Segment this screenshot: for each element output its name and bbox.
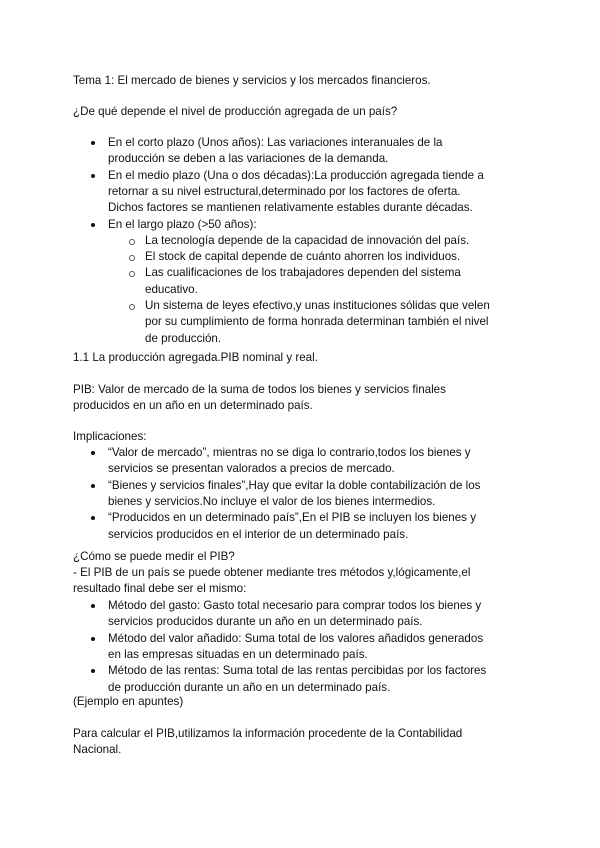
plazo-item-text: En el largo plazo (>50 años): [108, 217, 257, 231]
largo-plazo-item-text: El stock de capital depende de cuánto ahorren los individuos. [145, 250, 461, 264]
implicacion-item-text: “Bienes y servicios finales”,Hay que evitar la doble contabilización de los [108, 478, 481, 492]
largo-plazo-item-text: por su cumplimiento de forma honrada determinan también el nivel [145, 315, 489, 329]
conclusion-text: Para calcular el PIB,utilizamos la información procedente de la Contabilidad [73, 727, 463, 740]
implicacion-item-bullet-icon [91, 516, 95, 520]
implicacion-item-text: servicios producidos en el interior de un determinado país. [108, 527, 409, 541]
implicacion-item-text: “Valor de mercado”, mientras no se diga lo contrario,todos los bienes y [108, 446, 471, 459]
pib-definition: producidos en un año en un determinado país. [73, 399, 313, 412]
plazo-item-bullet-icon [91, 174, 95, 178]
implicaciones-label: Implicaciones: [73, 430, 147, 443]
medir-intro: resultado final debe ser el mismo: [73, 582, 247, 595]
implicacion-item-bullet-icon [91, 484, 95, 488]
largo-plazo-item-bullet-icon [129, 271, 135, 277]
largo-plazo-item-text: Las cualificaciones de los trabajadores dependen del sistema [145, 266, 461, 280]
largo-plazo-item-bullet-icon [129, 239, 135, 245]
metodo-item-text: Método de las rentas: Suma total de las rentas percibidas por los factores [108, 664, 487, 678]
implicacion-item-text: servicios se presentan valorados a precios de mercado. [108, 462, 395, 476]
plazo-item-bullet-icon [91, 223, 95, 227]
plazo-item-text: producción se deben a las variaciones de la demanda. [108, 152, 389, 166]
largo-plazo-item-text: de producción. [145, 331, 222, 345]
ejemplo-note: (Ejemplo en apuntes) [73, 695, 184, 708]
largo-plazo-item-text: La tecnología depende de la capacidad de innovación del país. [145, 233, 470, 247]
medir-intro: - El PIB de un país se puede obtener mediante tres métodos y,lógicamente,el [73, 566, 471, 579]
plazo-item-text: En el corto plazo (Unos años): Las variaciones interanuales de la [108, 136, 443, 149]
metodo-item-bullet-icon [91, 669, 95, 673]
metodo-item-text: servicios producidos durante un año en un determinado país. [108, 615, 423, 629]
metodo-item-bullet-icon [91, 604, 95, 608]
implicacion-item-bullet-icon [91, 451, 95, 455]
section-question: ¿De qué depende el nivel de producción agregada de un país? [73, 105, 398, 118]
metodo-item-bullet-icon [91, 637, 95, 641]
conclusion-text: Nacional. [73, 743, 122, 756]
metodo-item-text: Método del gasto: Gasto total necesario para comprar todos los bienes y [108, 599, 482, 612]
pib-definition: PIB: Valor de mercado de la suma de todos los bienes y servicios finales [73, 383, 446, 396]
medir-question: ¿Cómo se puede medir el PIB? [73, 550, 235, 563]
section-heading: 1.1 La producción agregada.PIB nominal y real. [73, 351, 318, 364]
largo-plazo-item-bullet-icon [129, 304, 135, 310]
plazo-item-text: retornar a su nivel estructural,determinado por los factores de oferta. [108, 184, 461, 198]
metodo-item-text: de producción durante un año en un determinado país. [108, 680, 391, 694]
metodo-item-text: Método del valor añadido: Suma total de los valores añadidos generados [108, 631, 484, 645]
implicacion-item-text: bienes y servicios.No incluye el valor de los bienes intermedios. [108, 494, 436, 508]
largo-plazo-item-text: Un sistema de leyes efectivo,y unas instituciones sólidas que velen [145, 299, 490, 312]
plazo-item-text: En el medio plazo (Una o dos décadas):La producción agregada tiende a [108, 168, 484, 182]
implicacion-item-text: “Producidos en un determinado país”,En el PIB se incluyen los bienes y [108, 511, 476, 525]
largo-plazo-item-bullet-icon [129, 255, 135, 261]
metodo-item-text: en las empresas situadas en un determinado país. [108, 647, 368, 661]
plazo-item-bullet-icon [91, 141, 95, 145]
plazo-item-text: Dichos factores se mantienen relativamente estables durante décadas. [108, 201, 473, 215]
largo-plazo-item-text: educativo. [145, 282, 198, 296]
document-title: Tema 1: El mercado de bienes y servicios y los mercados financieros. [73, 74, 431, 87]
